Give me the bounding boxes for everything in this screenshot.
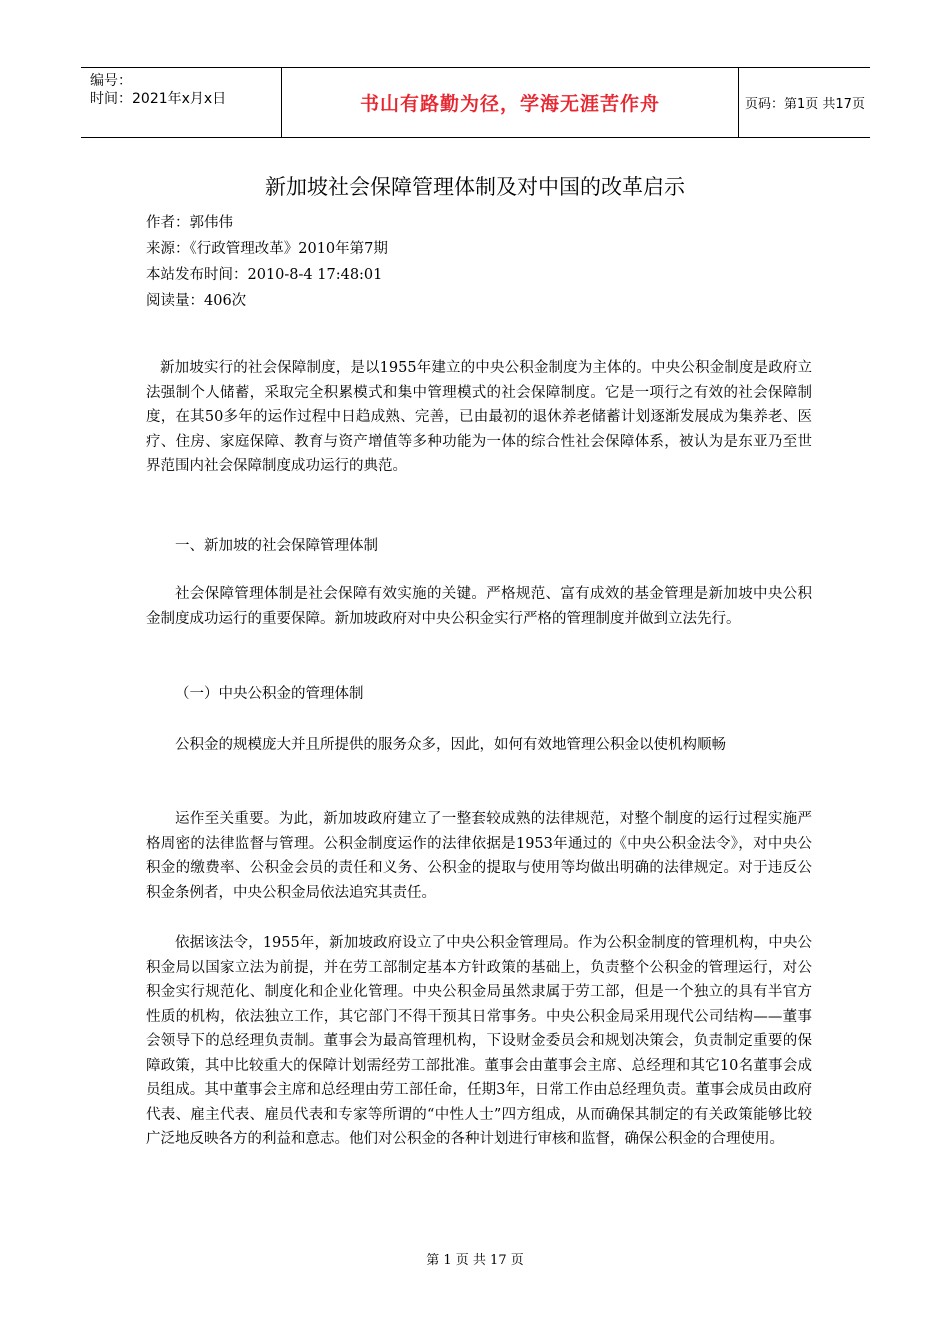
paragraph-management: 社会保障管理体制是社会保障有效实施的关键。严格规范、富有成效的基金管理是新加坡中央公积金制度成功运行的重要保障。新加坡政府对中央公积金实行严格的管理制度并做到立法先行。 [146, 586, 812, 627]
published-line: 本站发布时间：2010-8-4 17:48:01 [146, 267, 383, 283]
header-table [81, 67, 870, 138]
header-page-cell [738, 68, 870, 137]
paragraph-intro: 新加坡实行的社会保障制度，是以1955年建立的中央公积金制度为主体的。中央公积金制度是政府立法强制个人储蓄，采取完全积累模式和集中管理模式的社会保障制度。它是一项行之有效的社会保障制度，在其50多年的运作过程中日趋成熟、完善，已由最初的退休养老储蓄计划逐渐发展成为集养老、医疗、住房、家庭保障、教育与资产增值等多种功能为一体的综合性社会保障体系，被认为是东亚乃至世界范围内社会保障制度成功运行的典范。 [146, 360, 812, 474]
header-left-cell [81, 68, 281, 137]
motto-text: 书山有路勤为径，学海无涯苦作舟 [359, 93, 660, 115]
paragraph-legal: 运作至关重要。为此，新加坡政府建立了一整套较成熟的法律规范，对整个制度的运行过程实施严格周密的法律监督与管理。公积金制度运作的法律依据是1953年通过的《中央公积金法令》，对中央公积金的缴费率、公积金会员的责任和义务、公积金的提取与使用等均做出明确的法律规定。对于违反公积金条例者，中央公积金局依法追究其责任。 [146, 811, 812, 901]
page-info: 页码：第1页 共17页 [745, 97, 865, 112]
subsection-heading: （一）中央公积金的管理体制 [175, 686, 364, 702]
number-label: 编号： [90, 73, 132, 89]
article-meta [146, 210, 388, 314]
page-footer: 第 1 页 共 17 页 [426, 1253, 524, 1268]
paragraph-scale: 公积金的规模庞大并且所提供的服务众多，因此，如何有效地管理公积金以使机构顺畅 [175, 737, 726, 753]
section-heading: 一、新加坡的社会保障管理体制 [175, 538, 378, 554]
article-title: 新加坡社会保障管理体制及对中国的改革启示 [265, 175, 685, 199]
author-line: 作者：郭伟伟 [146, 215, 233, 231]
source-line: 来源：《行政管理改革》2010年第7期 [146, 241, 388, 257]
date-label: 时间：2021年x月x日 [90, 91, 227, 107]
paragraph-board: 依据该法令，1955年，新加坡政府设立了中央公积金管理局。作为公积金制度的管理机构，中央公积金局以国家立法为前提，并在劳工部制定基本方针政策的基础上，负责整个公积金的管理运行，对公积金实行规范化、制度化和企业化管理。中央公积金局虽然隶属于劳工部，但是一个独立的具有半官方性质的机构，依法独立工作，其它部门不得干预其日常事务。中央公积金局采用现代公司结构——董事会领导下的总经理负责制。董事会为最高管理机构，下设财金委员会和规划决策会，负责制定重要的保障政策，其中比较重大的保障计划需经劳工部批准。董事会由董事会主席、总经理和其它10名董事会成员组成。其中董事会主席和总经理由劳工部任命，任期3年，日常工作由总经理负责。董事会成员由政府代表、雇主代表、雇员代表和专家等所谓的“中性人士”四方组成，从而确保其制定的有关政策能够比较广泛地反映各方的利益和意志。他们对公积金的各种计划进行审核和监督，确保公积金的合理使用。 [146, 935, 812, 1147]
views-line: 阅读量：406次 [146, 293, 247, 309]
header-motto-cell [281, 68, 739, 137]
